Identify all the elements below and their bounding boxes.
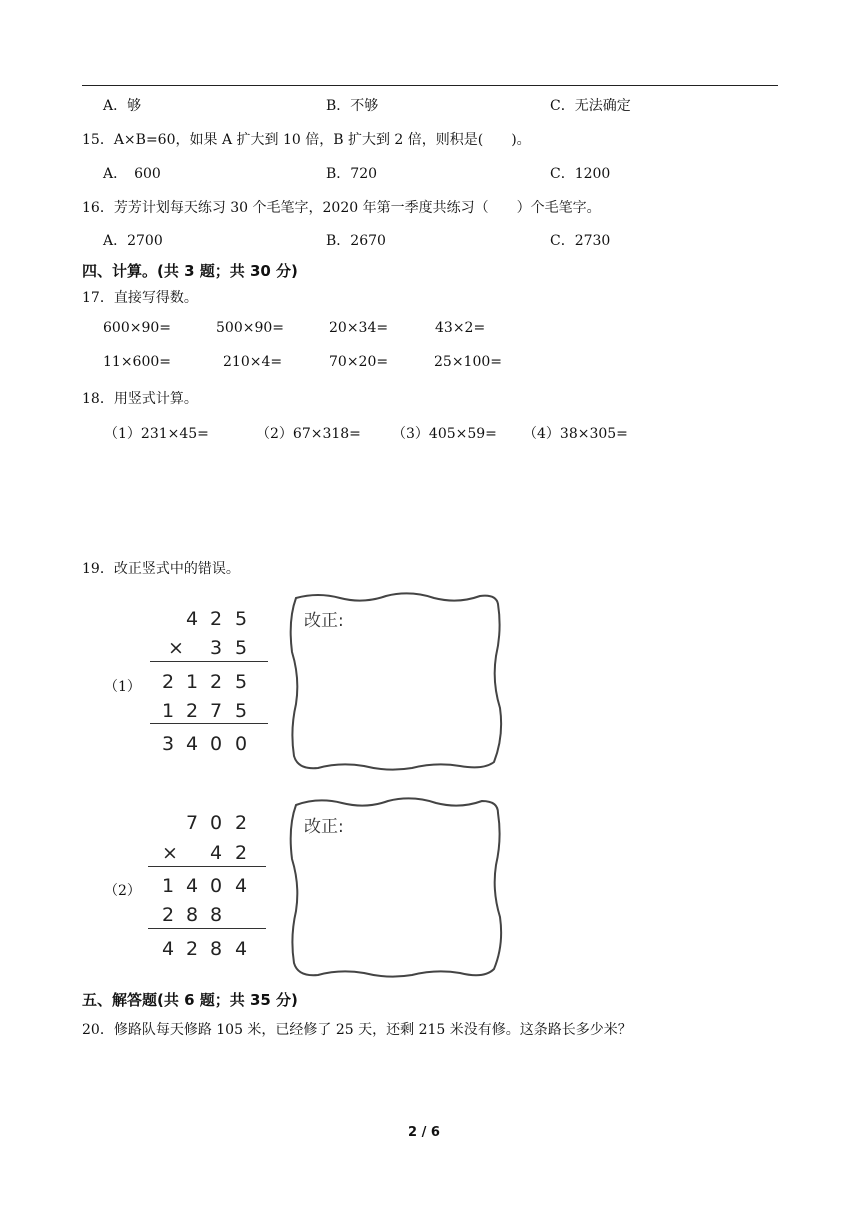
q15-option-b[interactable]: B．720 [326, 166, 378, 182]
q18-item: （4）38×305= [523, 426, 628, 442]
q17-item: 20×34= [329, 320, 389, 336]
digit: 4 [186, 733, 199, 755]
digit: 7 [210, 700, 223, 722]
digit: 0 [235, 733, 248, 755]
digit: 1 [186, 671, 199, 693]
digit: 8 [186, 904, 199, 926]
digit: 1 [162, 700, 175, 722]
digit: 5 [235, 637, 248, 659]
q17-stem: 17．直接写得数。 [82, 290, 198, 306]
q14-option-c[interactable]: C．无法确定 [550, 98, 631, 114]
digit: 2 [210, 671, 223, 693]
digit: 0 [210, 812, 223, 834]
digit: 2 [162, 904, 175, 926]
q14-option-b[interactable]: B．不够 [326, 98, 379, 114]
digit: 3 [210, 637, 223, 659]
q17-item: 500×90= [216, 320, 284, 336]
q18-stem: 18．用竖式计算。 [82, 391, 198, 407]
q19-stem: 19．改正竖式中的错误。 [82, 561, 240, 577]
page-number: 2 / 6 [408, 1125, 440, 1140]
section-4-title: 四、计算。(共 3 题；共 30 分) [82, 262, 298, 280]
digit: 0 [210, 875, 223, 897]
q17-item: 25×100= [434, 354, 502, 370]
digit: 5 [235, 700, 248, 722]
correction-label-2: 改正: [304, 817, 344, 837]
rule [150, 723, 268, 724]
digit: 4 [186, 608, 199, 630]
q20-stem: 20．修路队每天修路 105 米，已经修了 25 天，还剩 215 米没有修。这条路长多少米？ [82, 1022, 632, 1038]
digit: 7 [186, 812, 199, 834]
digit: 2 [186, 938, 199, 960]
digit: 4 [210, 842, 223, 864]
q18-item: （2）67×318= [256, 426, 361, 442]
times-sign: × [162, 842, 178, 864]
digit: 2 [235, 812, 248, 834]
q17-item: 43×2= [435, 320, 486, 336]
q16-stem: 16．芳芳计划每天练习 30 个毛笔字，2020 年第一季度共练习（ ）个毛笔字。 [82, 200, 601, 216]
q18-item: （3）405×59= [392, 426, 497, 442]
digit: 2 [162, 671, 175, 693]
q17-item: 70×20= [329, 354, 389, 370]
q15-option-a[interactable]: A． 600 [103, 166, 161, 182]
digit: 0 [210, 733, 223, 755]
digit: 5 [235, 608, 248, 630]
q17-item: 210×4= [223, 354, 283, 370]
q17-item: 11×600= [103, 354, 171, 370]
digit: 4 [162, 938, 175, 960]
rule [150, 661, 268, 662]
rule [148, 928, 266, 929]
q17-item: 600×90= [103, 320, 171, 336]
digit: 3 [162, 733, 175, 755]
q16-option-b[interactable]: B．2670 [326, 233, 386, 249]
q19-part1-label: （1） [104, 679, 141, 695]
section-5-title: 五、解答题(共 6 题；共 35 分) [82, 991, 298, 1009]
q16-option-a[interactable]: A．2700 [103, 233, 163, 249]
digit: 4 [186, 875, 199, 897]
digit: 2 [186, 700, 199, 722]
q15-stem: 15．A×B=60，如果 A 扩大到 10 倍，B 扩大到 2 倍，则积是( )。 [82, 132, 531, 148]
digit: 8 [210, 938, 223, 960]
times-sign: × [168, 637, 184, 659]
rule [148, 866, 266, 867]
q19-part2-label: （2） [104, 883, 141, 899]
digit: 8 [210, 904, 223, 926]
digit: 2 [210, 608, 223, 630]
q16-option-c[interactable]: C．2730 [550, 233, 611, 249]
q15-option-c[interactable]: C．1200 [550, 166, 611, 182]
q18-item: （1）231×45= [104, 426, 209, 442]
correction-label-1: 改正: [304, 611, 344, 631]
header-rule [82, 85, 778, 86]
digit: 4 [235, 938, 248, 960]
q14-option-a[interactable]: A．够 [103, 98, 142, 114]
digit: 5 [235, 671, 248, 693]
digit: 1 [162, 875, 175, 897]
digit: 2 [235, 842, 248, 864]
digit: 4 [235, 875, 248, 897]
